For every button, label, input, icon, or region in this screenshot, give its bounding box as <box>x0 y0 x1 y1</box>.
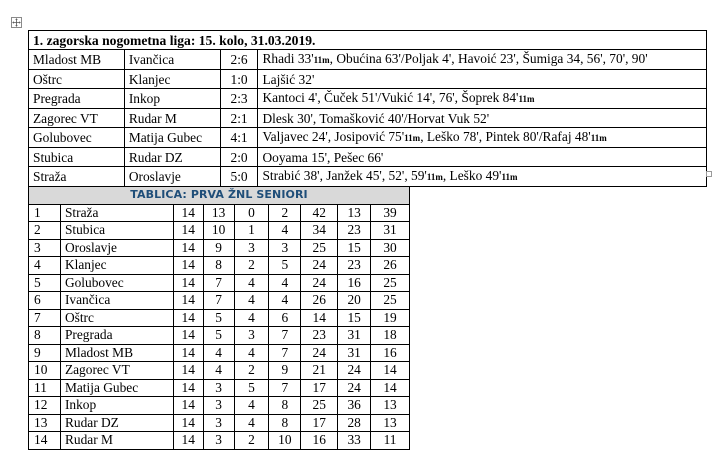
standings-won[interactable]: 7 <box>203 274 234 292</box>
standings-won[interactable]: 10 <box>203 222 234 240</box>
match-score[interactable]: 2:6 <box>220 50 258 70</box>
table-move-handle-icon[interactable] <box>11 17 22 28</box>
standings-row <box>29 432 410 450</box>
scorers-text: Rhadi 33' <box>262 51 314 66</box>
standings-ga[interactable]: 13 <box>338 204 371 222</box>
standings-pts[interactable]: 25 <box>371 274 410 292</box>
standings-played[interactable]: 14 <box>173 362 203 380</box>
standings-gf[interactable]: 42 <box>301 204 338 222</box>
standings-drawn[interactable]: 4 <box>234 397 269 415</box>
match-scorers[interactable] <box>258 50 707 70</box>
standings-gf[interactable]: 17 <box>301 414 338 432</box>
standings-ga[interactable]: 24 <box>338 362 371 380</box>
standings-team[interactable]: Rudar M <box>60 432 173 450</box>
standings-rank[interactable]: 5 <box>29 274 61 292</box>
standings-played[interactable]: 14 <box>173 239 203 257</box>
standings-team[interactable]: Matija Gubec <box>60 379 173 397</box>
standings-drawn[interactable]: 4 <box>234 292 269 310</box>
standings-rank[interactable]: 1 <box>29 204 61 222</box>
standings-drawn[interactable]: 2 <box>234 432 269 450</box>
standings-lost[interactable]: 8 <box>269 397 301 415</box>
standings-rank[interactable]: 2 <box>29 222 61 240</box>
away-team[interactable]: Matija Gubec <box>124 128 220 148</box>
standings-pts[interactable]: 25 <box>371 292 410 310</box>
standings-played[interactable]: 14 <box>173 309 203 327</box>
standings-row <box>29 327 410 345</box>
standings-gf[interactable]: 24 <box>301 344 338 362</box>
standings-rank[interactable]: 14 <box>29 432 61 450</box>
standings-gf[interactable]: 23 <box>301 327 338 345</box>
standings-lost[interactable]: 10 <box>269 432 301 450</box>
scorers-text: Lajšić 32' <box>262 71 315 87</box>
penalty-marker: 11m <box>501 172 518 182</box>
match-row <box>29 148 707 167</box>
away-team[interactable]: Klanjec <box>124 70 220 89</box>
home-team[interactable]: Oštrc <box>29 70 125 89</box>
standings-played[interactable]: 14 <box>173 222 203 240</box>
match-row <box>29 70 707 89</box>
standings-gf[interactable]: 24 <box>301 274 338 292</box>
standings-played[interactable]: 14 <box>173 379 203 397</box>
standings-team[interactable]: Rudar DZ <box>60 414 173 432</box>
scorers-text: Kantoci 4', Čuček 51'/Vukić 14', 76', Šoprek 84' <box>262 90 519 105</box>
standings-pts[interactable]: 30 <box>371 239 410 257</box>
standings-gf[interactable]: 17 <box>301 379 338 397</box>
standings-ga[interactable]: 24 <box>338 379 371 397</box>
standings-lost[interactable]: 7 <box>269 379 301 397</box>
match-scorers[interactable] <box>258 167 707 187</box>
standings-played[interactable]: 14 <box>173 204 203 222</box>
away-team[interactable]: Inkop <box>124 89 220 109</box>
scorers-text: , Leško 78', Pintek 80'/Rafaj 48' <box>420 129 591 144</box>
standings-played[interactable]: 14 <box>173 432 203 450</box>
match-score[interactable]: 2:3 <box>220 89 258 109</box>
standings-pts[interactable]: 18 <box>371 327 410 345</box>
penalty-marker: 11m <box>518 94 535 104</box>
standings-rank[interactable]: 9 <box>29 344 61 362</box>
standings-drawn[interactable]: 4 <box>234 274 269 292</box>
standings-lost[interactable]: 2 <box>269 204 301 222</box>
standings-row <box>29 309 410 327</box>
standings-lost[interactable]: 4 <box>269 274 301 292</box>
match-scorers[interactable] <box>258 89 707 109</box>
standings-lost[interactable]: 6 <box>269 309 301 327</box>
match-score[interactable]: 2:1 <box>220 109 258 128</box>
standings-team[interactable]: Oštrc <box>60 309 173 327</box>
standings-team[interactable]: Oroslavje <box>60 239 173 257</box>
standings-played[interactable]: 14 <box>173 257 203 275</box>
match-scorers[interactable] <box>258 109 707 128</box>
standings-team[interactable]: Pregrada <box>60 327 173 345</box>
standings-rank[interactable]: 4 <box>29 257 61 275</box>
standings-won[interactable]: 3 <box>203 414 234 432</box>
standings-drawn[interactable]: 1 <box>234 222 269 240</box>
standings-pts[interactable]: 39 <box>371 204 410 222</box>
standings-drawn[interactable]: 4 <box>234 414 269 432</box>
scorers-text: Valjavec 24', Josipović 75' <box>262 129 405 144</box>
standings-won[interactable]: 3 <box>203 432 234 450</box>
home-team[interactable]: Golubovec <box>29 128 125 148</box>
standings-lost[interactable]: 7 <box>269 327 301 345</box>
home-team[interactable]: Stubica <box>29 148 125 167</box>
standings-won[interactable]: 3 <box>203 397 234 415</box>
standings-won[interactable]: 4 <box>203 362 234 380</box>
standings-rank[interactable]: 7 <box>29 309 61 327</box>
standings-row <box>29 379 410 397</box>
standings-lost[interactable]: 3 <box>269 239 301 257</box>
standings-won[interactable]: 13 <box>203 204 234 222</box>
standings-team[interactable]: Mladost MB <box>60 344 173 362</box>
match-row <box>29 89 707 109</box>
standings-team[interactable]: Klanjec <box>60 257 173 275</box>
results-title[interactable]: 1. zagorska nogometna liga: 15. kolo, 31.03.2019. <box>29 31 707 50</box>
standings-played[interactable]: 14 <box>173 344 203 362</box>
standings-row <box>29 257 410 275</box>
standings-gf[interactable]: 14 <box>301 309 338 327</box>
standings-pts[interactable]: 26 <box>371 257 410 275</box>
standings-ga[interactable]: 31 <box>338 344 371 362</box>
standings-drawn[interactable]: 3 <box>234 239 269 257</box>
scorers-text: , Obućina 63'/Poljak 4', Havoić 23', Šumiga 34, 56', 70', 90' <box>329 51 648 66</box>
standings-row <box>29 344 410 362</box>
standings-ga[interactable]: 23 <box>338 257 371 275</box>
results-table <box>28 30 707 187</box>
standings-drawn[interactable]: 5 <box>234 379 269 397</box>
standings-rank[interactable]: 8 <box>29 327 61 345</box>
standings-ga[interactable]: 36 <box>338 397 371 415</box>
standings-ga[interactable]: 16 <box>338 274 371 292</box>
match-scorers[interactable] <box>258 128 707 148</box>
standings-rank[interactable]: 11 <box>29 379 61 397</box>
standings-rank[interactable]: 10 <box>29 362 61 380</box>
standings-rank[interactable]: 3 <box>29 239 61 257</box>
penalty-marker: 11m <box>313 55 330 65</box>
standings-team[interactable]: Zagorec VT <box>60 362 173 380</box>
standings-team[interactable]: Ivančica <box>60 292 173 310</box>
move-arrows-icon <box>12 18 21 27</box>
match-row <box>29 128 707 148</box>
table-resize-handle[interactable] <box>706 171 712 177</box>
standings-pts[interactable]: 19 <box>371 309 410 327</box>
standings-rank[interactable]: 6 <box>29 292 61 310</box>
standings-row <box>29 222 410 240</box>
standings-drawn[interactable]: 3 <box>234 327 269 345</box>
standings-gf[interactable]: 25 <box>301 239 338 257</box>
standings-row <box>29 204 410 222</box>
standings-pts[interactable]: 31 <box>371 222 410 240</box>
standings-gf[interactable]: 26 <box>301 292 338 310</box>
standings-played[interactable]: 14 <box>173 397 203 415</box>
standings-pts[interactable]: 13 <box>371 397 410 415</box>
standings-team[interactable]: Inkop <box>60 397 173 415</box>
standings-won[interactable]: 5 <box>203 327 234 345</box>
scorers-text: , Leško 49' <box>442 168 502 183</box>
home-team[interactable]: Pregrada <box>29 89 125 109</box>
match-score[interactable]: 1:0 <box>220 70 258 89</box>
standings-ga[interactable]: 23 <box>338 222 371 240</box>
results-title-row <box>29 31 707 50</box>
standings-ga[interactable]: 15 <box>338 239 371 257</box>
penalty-marker: 11m <box>404 133 421 143</box>
standings-won[interactable]: 8 <box>203 257 234 275</box>
standings-ga[interactable]: 31 <box>338 327 371 345</box>
standings-table <box>28 186 410 450</box>
match-score[interactable]: 4:1 <box>220 128 258 148</box>
scorers-text: Ooyama 15', Pešec 66' <box>262 149 384 165</box>
standings-played[interactable]: 14 <box>173 274 203 292</box>
match-scorers[interactable] <box>258 70 707 89</box>
standings-won[interactable]: 4 <box>203 344 234 362</box>
standings-gf[interactable]: 16 <box>301 432 338 450</box>
standings-played[interactable]: 14 <box>173 414 203 432</box>
away-team[interactable]: Ivančica <box>124 50 220 70</box>
away-team[interactable]: Oroslavje <box>124 167 220 187</box>
standings-ga[interactable]: 20 <box>338 292 371 310</box>
standings-lost[interactable]: 5 <box>269 257 301 275</box>
standings-row <box>29 274 410 292</box>
away-team[interactable]: Rudar M <box>124 109 220 128</box>
standings-lost[interactable]: 4 <box>269 292 301 310</box>
match-scorers[interactable] <box>258 148 707 167</box>
scorers-text: Strabić 38', Janžek 45', 52', 59' <box>262 168 427 183</box>
standings-lost[interactable]: 9 <box>269 362 301 380</box>
standings-pts[interactable]: 13 <box>371 414 410 432</box>
standings-pts[interactable]: 14 <box>371 379 410 397</box>
standings-team[interactable]: Golubovec <box>60 274 173 292</box>
standings-row <box>29 414 410 432</box>
standings-row <box>29 397 410 415</box>
standings-drawn[interactable]: 0 <box>234 204 269 222</box>
standings-played[interactable]: 14 <box>173 292 203 310</box>
standings-team[interactable]: Straža <box>60 204 173 222</box>
standings-title[interactable]: TABLICA: PRVA ŽNL SENIORI <box>29 187 410 205</box>
standings-lost[interactable]: 4 <box>269 222 301 240</box>
standings-header-row <box>29 187 410 205</box>
standings-drawn[interactable]: 4 <box>234 344 269 362</box>
standings-drawn[interactable]: 2 <box>234 362 269 380</box>
scorers-text: Dlesk 30', Tomašković 40'/Horvat Vuk 52' <box>262 110 490 126</box>
match-score[interactable]: 5:0 <box>220 167 258 187</box>
standings-pts[interactable]: 16 <box>371 344 410 362</box>
standings-pts[interactable]: 11 <box>371 432 410 450</box>
standings-lost[interactable]: 8 <box>269 414 301 432</box>
standings-won[interactable]: 9 <box>203 239 234 257</box>
standings-rank[interactable]: 12 <box>29 397 61 415</box>
standings-pts[interactable]: 14 <box>371 362 410 380</box>
standings-drawn[interactable]: 4 <box>234 309 269 327</box>
match-score[interactable]: 2:0 <box>220 148 258 167</box>
standings-row <box>29 362 410 380</box>
standings-drawn[interactable]: 2 <box>234 257 269 275</box>
home-team[interactable]: Straža <box>29 167 125 187</box>
standings-gf[interactable]: 24 <box>301 257 338 275</box>
standings-won[interactable]: 7 <box>203 292 234 310</box>
standings-lost[interactable]: 7 <box>269 344 301 362</box>
penalty-marker: 11m <box>590 133 607 143</box>
standings-gf[interactable]: 34 <box>301 222 338 240</box>
standings-ga[interactable]: 15 <box>338 309 371 327</box>
standings-ga[interactable]: 28 <box>338 414 371 432</box>
away-team[interactable]: Rudar DZ <box>124 148 220 167</box>
match-row <box>29 109 707 128</box>
standings-gf[interactable]: 25 <box>301 397 338 415</box>
standings-played[interactable]: 14 <box>173 327 203 345</box>
penalty-marker: 11m <box>426 172 443 182</box>
standings-gf[interactable]: 21 <box>301 362 338 380</box>
match-row <box>29 50 707 70</box>
standings-row <box>29 292 410 310</box>
standings-rank[interactable]: 13 <box>29 414 61 432</box>
home-team[interactable]: Zagorec VT <box>29 109 125 128</box>
home-team[interactable]: Mladost MB <box>29 50 125 70</box>
standings-row <box>29 239 410 257</box>
standings-won[interactable]: 3 <box>203 379 234 397</box>
standings-won[interactable]: 5 <box>203 309 234 327</box>
match-row <box>29 167 707 187</box>
standings-team[interactable]: Stubica <box>60 222 173 240</box>
standings-ga[interactable]: 33 <box>338 432 371 450</box>
